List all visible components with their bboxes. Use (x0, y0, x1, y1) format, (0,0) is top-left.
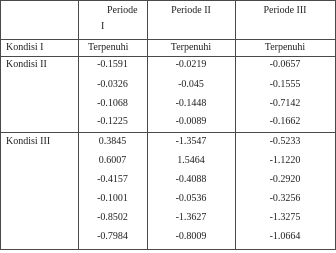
table-border-left (0, 0, 1, 250)
cell-kondisi-iii-periode-i-4: -0.1001 (97, 193, 128, 204)
cell-kondisi-iii-periode-i-6: -0.7984 (97, 231, 128, 242)
header-periode-i-line1: Periode (107, 5, 138, 16)
cell-kondisi-ii-periode-ii-1: -0.0219 (175, 59, 207, 70)
cell-kondisi-i-periode-iii: Terpenuhi (264, 42, 306, 53)
cell-kondisi-ii-periode-ii-3: -0.1448 (175, 98, 207, 109)
cell-kondisi-ii-periode-i-2: -0.0326 (97, 79, 128, 90)
cell-kondisi-iii-periode-i-3: -0.4157 (97, 174, 128, 185)
cell-kondisi-i-periode-i: Terpenuhi (88, 42, 129, 53)
cell-kondisi-iii-periode-iii-2: -1.1220 (269, 155, 301, 166)
cell-kondisi-ii-periode-i-4: -0.1225 (97, 116, 128, 127)
cell-kondisi-ii-periode-ii-2: -0.045 (178, 79, 204, 90)
header-periode-i-line2: I (101, 21, 105, 32)
cell-kondisi-iii-periode-ii-4: -0.0536 (175, 193, 207, 204)
cell-kondisi-iii-periode-ii-3: -0.4088 (175, 174, 207, 185)
cell-kondisi-iii-periode-ii-5: -1.3627 (175, 212, 207, 223)
cell-kondisi-iii-periode-iii-3: -0.2920 (269, 174, 301, 185)
row-label-kondisi-iii: Kondisi III (6, 136, 51, 147)
cell-kondisi-iii-periode-iii-1: -0.5233 (269, 136, 301, 147)
table-rule-kondisi-ii (0, 132, 336, 133)
table-rule-header (0, 39, 336, 40)
row-label-kondisi-i: Kondisi I (6, 42, 44, 53)
cell-kondisi-ii-periode-iii-1: -0.0657 (269, 59, 301, 70)
row-label-kondisi-ii: Kondisi II (6, 59, 47, 70)
cell-kondisi-ii-periode-ii-4: -0.0089 (175, 116, 207, 127)
table-border-bottom (0, 249, 336, 250)
cell-kondisi-ii-periode-iii-3: -0.7142 (269, 98, 301, 109)
cell-kondisi-iii-periode-i-2: 0.6007 (98, 155, 127, 166)
cell-kondisi-ii-periode-i-1: -0.1591 (97, 59, 128, 70)
cell-kondisi-iii-periode-iii-6: -1.0664 (269, 231, 301, 242)
header-periode-ii: Periode II (171, 5, 211, 16)
cell-kondisi-iii-periode-i-5: -0.8502 (97, 212, 128, 223)
cell-kondisi-iii-periode-iii-5: -1.3275 (269, 212, 301, 223)
cell-kondisi-ii-periode-i-3: -0.1068 (97, 98, 128, 109)
cell-kondisi-iii-periode-ii-6: -0.8009 (175, 231, 207, 242)
cell-kondisi-iii-periode-i-1: 0.3845 (98, 136, 127, 147)
cell-kondisi-iii-periode-ii-2: 1.5464 (177, 155, 205, 166)
header-periode-iii: Periode III (263, 5, 307, 16)
cell-kondisi-i-periode-ii: Terpenuhi (170, 42, 212, 53)
table-border-top (0, 0, 336, 1)
cell-kondisi-iii-periode-ii-1: -1.3547 (175, 136, 207, 147)
cell-kondisi-iii-periode-iii-4: -0.3256 (269, 193, 301, 204)
table-rule-kondisi-i (0, 56, 336, 57)
cell-kondisi-ii-periode-iii-4: -0.1662 (269, 116, 301, 127)
cell-kondisi-ii-periode-iii-2: -0.1555 (269, 79, 301, 90)
